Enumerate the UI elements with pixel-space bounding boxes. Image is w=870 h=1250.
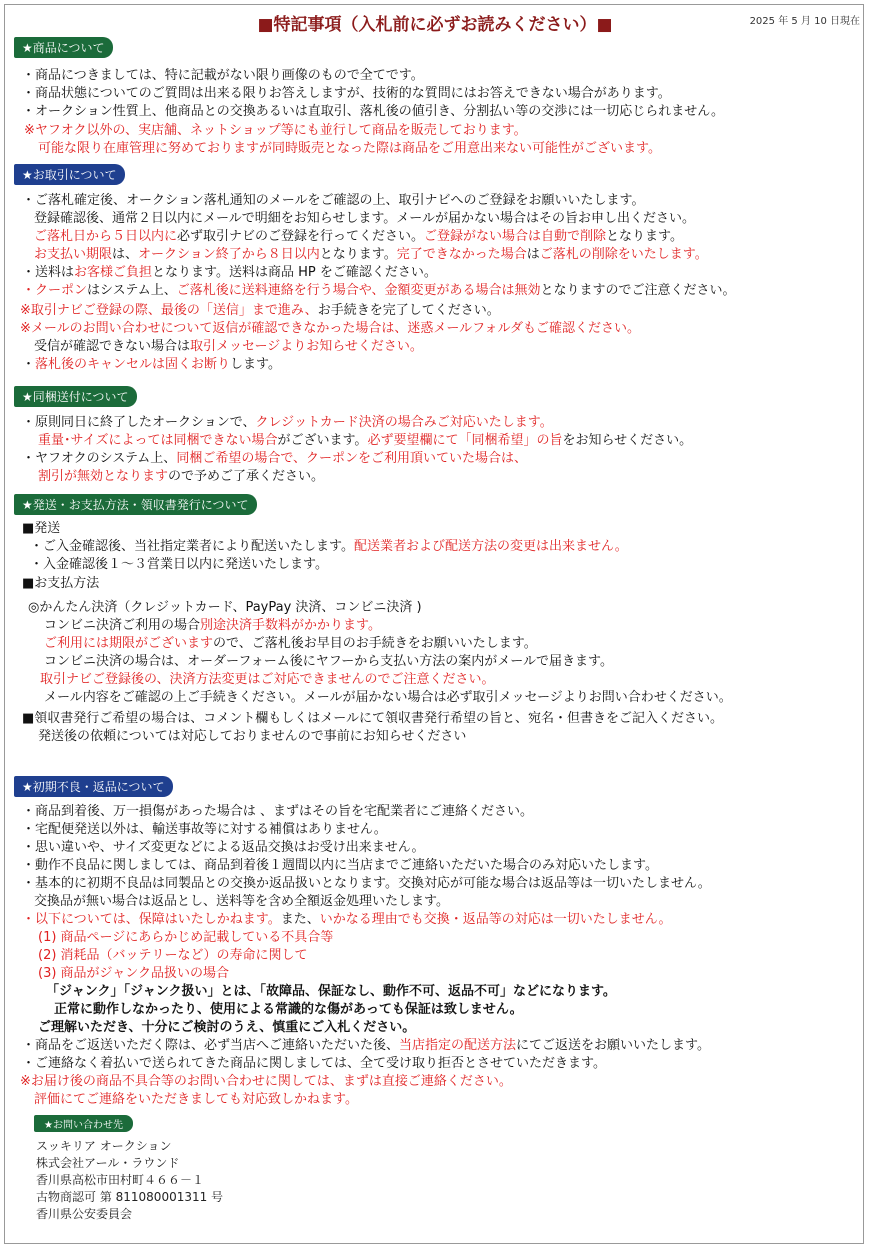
defect-line	[22, 1037, 710, 1055]
contact-line: 株式会社アール・ラウンド	[36, 1156, 180, 1170]
section-badge-product: ★商品について	[14, 37, 113, 58]
transaction-line	[34, 338, 423, 356]
transaction-line	[22, 282, 735, 300]
product-line: ・商品状態についてのご質問は出来る限りお答えしますが、技術的な質問にはお答えできない場合があります。	[22, 86, 671, 101]
text-span: ・原則同日に終了したオークションで、	[22, 415, 256, 430]
receipt-line: ■領収書発行ご希望の場合は、コメント欄もしくはメールにて領収書発行希望の旨と、宛名・但書きをご記入ください。	[22, 711, 724, 726]
text-span: ・クーポン	[22, 283, 88, 298]
text-span: 割引が無効となります	[38, 469, 169, 484]
text-span: となりますのでご注意ください。	[540, 283, 736, 298]
shipping-heading: ■発送	[22, 521, 61, 536]
junk-note: 「ジャンク」「ジャンク扱い」とは、「故障品、保証なし、動作不可、返品不可」などになります。	[46, 984, 616, 999]
contact-line: 香川県高松市田村町４６６－１	[36, 1173, 205, 1187]
bundle-line	[22, 414, 553, 432]
defect-item: (2) 消耗品（バッテリーなど）の寿命に関して	[38, 948, 308, 963]
defect-line: ・基本的に初期不良品は同製品との交換か返品扱いとなります。交換対応が可能な場合は返品等は一切いたしません。	[22, 876, 711, 891]
defect-line: 交換品が無い場合は返品とし、送料等を含め全額返金処理いたします。	[34, 894, 449, 909]
text-span: 受信が確認できない場合は	[34, 339, 191, 354]
text-span: 必ず要望欄にて「同梱希望」の旨	[367, 433, 563, 448]
defect-note: ※お届け後の商品不具合等のお問い合わせに関しては、まずは直接ご連絡ください。	[20, 1074, 512, 1089]
text-span: コンビニ決済ご利用の場合	[44, 618, 201, 633]
text-span: いかなる理由でも交換・返品等の対応は一切いたしません。	[319, 912, 672, 927]
defect-item: (3) 商品がジャンク品扱いの場合	[38, 966, 230, 981]
section-badge-shipping: ★発送・お支払方法・領収書発行について	[14, 494, 257, 515]
defect-line: ・動作不良品に関しましては、商品到着後１週間以内に当店までご連絡いただいた場合のみ対応いたします。	[22, 858, 658, 873]
text-span: 配送業者および配送方法の変更は出来ません。	[353, 539, 628, 554]
receipt-line: 発送後の依頼については対応しておりませんので事前にお知らせください	[38, 729, 467, 744]
text-span: 落札後のキャンセルは固くお断り	[35, 357, 231, 372]
text-span: となります。送料は商品 HP をご確認ください。	[152, 265, 437, 280]
defect-line: ・思い違いや、サイズ変更などによる返品交換はお受け出来ません。	[22, 840, 425, 855]
text-span: 重量･サイズによっては同梱できない場合	[38, 433, 278, 448]
text-span: 必ず取引ナビのご登録を行ってください。	[177, 229, 425, 244]
text-span: ・以下については、保障はいたしかねます。	[22, 912, 281, 927]
product-line: ・オークション性質上、他商品との交換あるいは直取引、落札後の値引き、分割払い等の交渉には一切応じられません。	[22, 104, 725, 119]
contact-badge: ★お問い合わせ先	[34, 1115, 133, 1132]
text-span: 別途決済手数料がかかります。	[200, 618, 381, 633]
junk-note: ご理解いただき、十分にご検討のうえ、慎重にご入札ください。	[38, 1020, 416, 1035]
text-span: ※取引ナビご登録の際、最後の「送信」まで進み、	[20, 303, 318, 318]
text-span: ご落札の削除をいたします。	[539, 247, 708, 262]
transaction-line	[34, 246, 708, 264]
text-span: がございます。	[277, 433, 368, 448]
shipping-line: ・入金確認後１～３営業日以内に発送いたします。	[30, 557, 328, 572]
page-title: ■特記事項（入札前に必ずお読みください）■	[257, 15, 613, 35]
text-span: となります。	[606, 229, 684, 244]
text-span: ・送料は	[22, 265, 75, 280]
text-span: ・ヤフオクのシステム上、	[22, 451, 177, 466]
defect-note: 評価にてご連絡をいただきましても対応致しかねます。	[34, 1092, 358, 1107]
junk-note: 正常に動作しなかったり、使用による常識的な傷があっても保証は致しません。	[54, 1002, 523, 1017]
section-badge-transaction: ★お取引について	[14, 164, 125, 185]
text-span: ご登録がない場合は自動で削除	[424, 229, 607, 244]
revision-date: 2025 年 5 月 10 日現在	[749, 16, 860, 27]
text-span: お支払い期限	[34, 247, 113, 262]
text-span: 完了できなかった場合	[396, 247, 527, 262]
defect-line: ・ご連絡なく着払いで送られてきた商品に関しましては、全て受け取り拒否とさせていただきます。	[22, 1056, 606, 1071]
text-span: また、	[280, 912, 320, 927]
transaction-line	[22, 264, 437, 282]
text-span: ので予めご了承ください。	[168, 469, 325, 484]
text-span: にてご返送をお願いいたします。	[516, 1038, 710, 1053]
text-span: 取引メッセージよりお知らせください。	[190, 339, 423, 354]
text-span: は、	[112, 247, 139, 262]
payment-line	[44, 635, 537, 653]
bundle-line	[38, 468, 324, 486]
defect-line: ・宅配便発送以外は、輸送事故等に対する補償はありません。	[22, 822, 387, 837]
text-span: ご落札後に送料連絡を行う場合や、金額変更がある場合は無効	[176, 283, 541, 298]
text-span: ご利用には期限がございます	[44, 636, 214, 651]
text-span: お手続きを完了してください。	[317, 303, 500, 318]
payment-line	[44, 617, 381, 635]
contact-line: スッキリア オークション	[36, 1139, 172, 1153]
bundle-line	[22, 450, 527, 468]
contact-line: 古物商認可 第 811080001311 号	[36, 1190, 224, 1204]
section-badge-defect: ★初期不良・返品について	[14, 776, 173, 797]
text-span: となります。	[319, 247, 397, 262]
transaction-line	[20, 302, 500, 320]
text-span: ので、ご落札後お早目のお手続きをお願いいたします。	[213, 636, 537, 651]
text-span: 同梱ご希望の場合で、クーポンをご利用頂いていた場合は、	[176, 451, 528, 466]
transaction-line	[34, 228, 683, 246]
text-span: 当店指定の配送方法	[399, 1038, 517, 1053]
defect-item: (1) 商品ページにあらかじめ記載している不具合等	[38, 930, 334, 945]
text-span: ・	[22, 357, 36, 372]
payment-line: ◎かんたん決済（クレジットカード、PayPay 決済、コンビニ決済 )	[28, 600, 422, 615]
bundle-line	[38, 432, 692, 450]
text-span: ・ご入金確認後、当社指定業者により配送いたします。	[30, 539, 354, 554]
transaction-line: ※メールのお問い合わせについて返信が確認できなかった場合は、迷惑メールフォルダもご確認ください。	[20, 321, 640, 336]
text-span: お客様ご負担	[74, 265, 153, 280]
transaction-line: 登録確認後、通常２日以内にメールで明細をお知らせします。メールが届かない場合はその旨お申し出ください。	[34, 211, 696, 226]
contact-line: 香川県公安委員会	[36, 1207, 133, 1221]
text-span: します。	[230, 357, 281, 372]
transaction-line: ・ご落札確定後、オークション落札通知のメールをご確認の上、取引ナビへのご登録をお願いいたします。	[22, 193, 645, 208]
text-span: クレジットカード決済の場合みご対応いたします。	[255, 415, 553, 430]
product-note: ※ヤフオク以外の、実店舗、ネットショップ等にも並行して商品を販売しております。	[24, 123, 527, 138]
defect-line	[22, 911, 672, 929]
text-span: は	[526, 247, 540, 262]
product-note: 可能な限り在庫管理に努めておりますが同時販売となった際は商品をご用意出来ない可能性がございます。	[38, 141, 661, 156]
text-span: をお知らせください。	[562, 433, 693, 448]
text-span: はシステム上、	[87, 283, 177, 298]
transaction-line	[22, 356, 281, 374]
payment-line: コンビニ決済の場合は、オーダーフォーム後にヤフーから支払い方法の案内がメールで届きます。	[44, 654, 614, 669]
product-line: ・商品につきましては、特に記載がない限り画像のもので全てです。	[22, 68, 424, 83]
shipping-line	[30, 538, 628, 556]
payment-line: 取引ナビご登録後の、決済方法変更はご対応できませんのでご注意ください。	[40, 672, 495, 687]
payment-line: メール内容をご確認の上ご手続きください。メールが届かない場合は必ず取引メッセージよりお問い合わせください。	[44, 690, 732, 705]
text-span: ご落札日から５日以内に	[34, 229, 178, 244]
text-span: ・商品をご返送いただく際は、必ず当店へご連絡いただいた後、	[22, 1038, 400, 1053]
defect-line: ・商品到着後、万一損傷があった場合は 、まずはその旨を宅配業者にご連絡ください。	[22, 804, 534, 819]
text-span: オークション終了から８日以内	[138, 247, 320, 262]
section-badge-bundle: ★同梱送付について	[14, 386, 137, 407]
payment-heading: ■お支払方法	[22, 576, 100, 591]
